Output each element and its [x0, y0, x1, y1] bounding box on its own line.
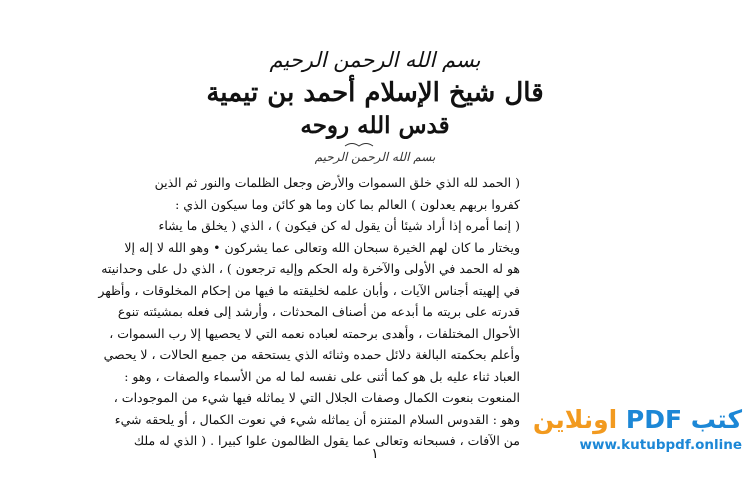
watermark: [532, 404, 742, 454]
page-title: قال شيخ الإسلام أحمد بن تيمية: [206, 78, 544, 108]
text-line: وأعلم بحكمته البالغة دلائل حمده وثنائه الذي يستحقه من جميع الحالات ، لا يحصي: [103, 347, 520, 362]
text-line: ( الحمد لله الذي خلق السموات والأرض وجعل الظلمات والنور ثم الذين: [154, 175, 520, 190]
text-line: الأحوال المختلفات ، وأهدى برحمته لعباده نعمه التي لا يحصيها إلا رب السموات ،: [109, 325, 520, 341]
text-line: العباد ثناء عليه بل هو كما أثنى على نفسه لما له من الأسماء والصفات ، وهو :: [124, 368, 520, 384]
page-subtitle: قدس الله روحه: [300, 112, 450, 139]
watermark-url: www.kutubpdf.online: [579, 437, 742, 453]
basmala-small: بسم الله الرحمن الرحيم: [314, 150, 436, 164]
text-line: ( إنما أمره إذا أراد شيئا أن يقول له كن فيكون ) ، الذي ( يخلق ما يشاء: [158, 218, 520, 233]
watermark-brand-part1: كتب PDF: [625, 405, 742, 434]
body-text: [98, 172, 520, 452]
basmala-heading: بسم الله الرحمن الرحيم: [269, 48, 481, 72]
text-line: وهو : القدوس السلام المتنزه أن يماثله شيء في نعوت الكمال ، أو يلحقه شيء: [114, 411, 520, 427]
text-line: في إلهيته أجناس الآيات ، وأبان علمه لخليقته ما فيها من إحكام المخلوقات ، وأظهر: [98, 282, 520, 298]
text-line: قدرته على بريته ما أبدعه من أصناف المحدثات ، وأرشد إلى فعله بمشيئته تنوع: [117, 304, 520, 319]
text-line: من الآفات ، فسبحانه وتعالى عما يقول الظالمون علوا كبيرا . ( الذي له ملك: [133, 433, 520, 448]
text-line: هو له الحمد في الأولى والآخرة وله الحكم وإليه ترجعون ) ، الذي دل على وحدانيته: [101, 261, 520, 276]
text-line: ويختار ما كان لهم الخيرة سبحان الله وتعالى عما يشركون • وهو الله لا إله إلا: [124, 239, 520, 255]
text-line: كفروا بربهم يعدلون ) العالم بما كان وما هو كائن وما سيكون الذي :: [175, 196, 520, 212]
ornament-icon: [344, 140, 374, 150]
page-number: ١: [371, 446, 379, 462]
watermark-brand: [532, 404, 742, 436]
watermark-brand-part2: اونلاين: [532, 405, 618, 434]
text-line: المنعوت بنعوت الكمال وصفات الجلال التي لا يماثله فيها شيء من الموجودات ،: [113, 390, 520, 405]
